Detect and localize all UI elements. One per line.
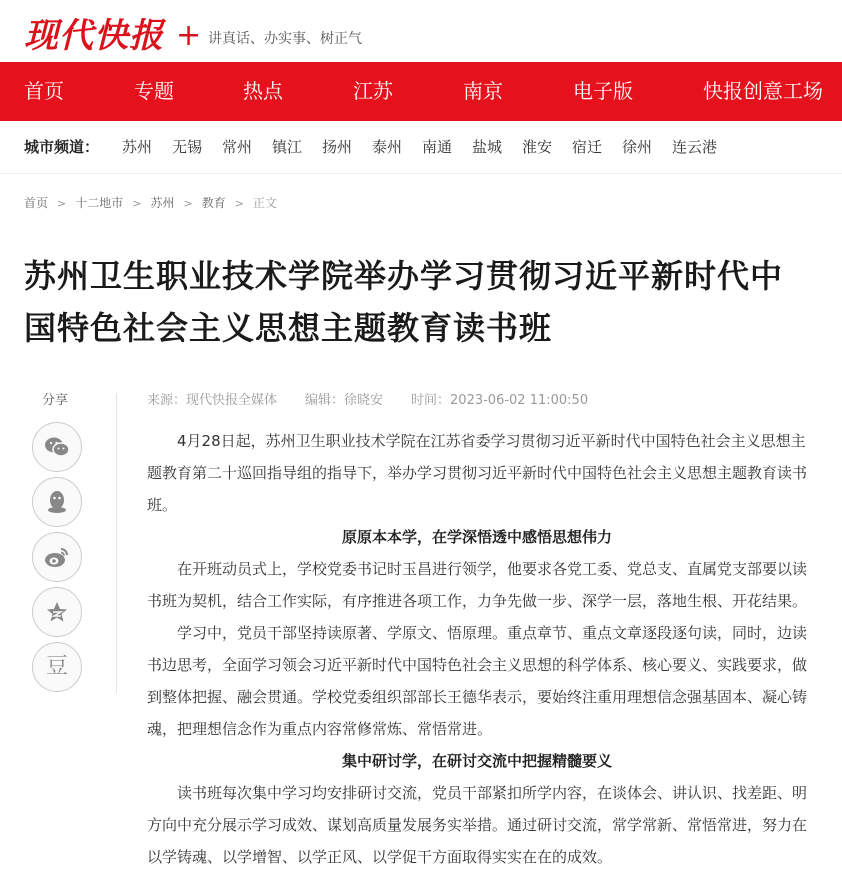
breadcrumb-home[interactable]: 首页	[24, 196, 49, 210]
douban-icon: 豆	[45, 654, 68, 679]
breadcrumb-separator: >	[234, 197, 244, 210]
article-subheading: 原原本本学，在学深悟透中感悟思想伟力	[341, 528, 612, 546]
article-title: 苏州卫生职业技术学院举办学习贯彻习近平新时代中国特色社会主义思想主题教育读书班	[24, 257, 784, 347]
share-douban-button[interactable]	[32, 642, 82, 692]
city-item[interactable]: 苏州	[122, 138, 153, 156]
city-item[interactable]: 盐城	[472, 138, 503, 156]
qzone-icon	[45, 600, 69, 624]
top-header	[0, 0, 842, 62]
share-wechat-button[interactable]	[32, 422, 82, 472]
logo-plus: +	[176, 18, 202, 53]
site-logo[interactable]: 现代快报	[24, 16, 164, 56]
city-channel-bar	[0, 121, 842, 174]
nav-item-creative[interactable]: 快报创意工场	[703, 79, 823, 103]
article-meta	[147, 392, 616, 410]
nav-item-nanjing[interactable]: 南京	[463, 79, 503, 103]
city-item[interactable]: 徐州	[622, 138, 653, 156]
share-label: 分享	[42, 393, 69, 408]
article-subheading: 集中研讨学，在研讨交流中把握精髓要义	[341, 752, 612, 770]
city-item[interactable]: 连云港	[672, 138, 718, 156]
nav-item-topics[interactable]: 专题	[134, 79, 174, 103]
nav-item-epaper[interactable]: 电子版	[573, 79, 633, 103]
share-divider	[116, 393, 117, 693]
breadcrumb-separator: >	[183, 197, 193, 210]
nav-item-home[interactable]: 首页	[24, 79, 64, 103]
city-item[interactable]: 淮安	[522, 138, 553, 156]
city-item[interactable]: 宿迁	[572, 138, 603, 156]
article-time: 时间：2023-06-02 11:00:50	[411, 393, 589, 408]
article-editor: 编辑：徐晓安	[305, 393, 384, 408]
site-slogan: 讲真话、办实事、树正气	[208, 31, 362, 47]
article-source: 来源：现代快报全媒体	[147, 393, 278, 408]
city-item[interactable]: 镇江	[272, 138, 303, 156]
main-nav	[0, 62, 842, 121]
breadcrumb-item[interactable]: 十二地市	[75, 196, 124, 210]
city-item[interactable]: 常州	[222, 138, 253, 156]
share-weibo-button[interactable]	[32, 532, 82, 582]
article-body	[147, 425, 807, 873]
breadcrumb-item[interactable]: 苏州	[150, 196, 175, 210]
breadcrumb-item[interactable]: 教育	[201, 196, 226, 210]
breadcrumb-current: 正文	[252, 196, 277, 210]
city-item[interactable]: 南通	[422, 138, 453, 156]
city-item[interactable]: 泰州	[372, 138, 403, 156]
share-qq-button[interactable]	[32, 477, 82, 527]
article-paragraph: 读书班每次集中学习均安排研讨交流，党员干部紧扣所学内容，在谈体会、讲认识、找差距、明方向中充分展示学习成效、谋划高质量发展务实举措。通过研讨交流，常学常新、常悟常进，努力在以学铸魂、以学增智、以学正风、以学促干方面取得实实在在的成效。	[147, 784, 808, 866]
article-paragraph: 4月28日起，苏州卫生职业技术学院在江苏省委学习贯彻习近平新时代中国特色社会主义思想主题教育第二十巡回指导组的指导下，举办学习贯彻习近平新时代中国特色社会主义思想主题教育读书班。	[147, 432, 808, 514]
city-item[interactable]: 无锡	[172, 138, 203, 156]
breadcrumb	[24, 194, 277, 213]
weibo-icon	[44, 546, 70, 568]
breadcrumb-separator: >	[132, 197, 142, 210]
city-item[interactable]: 扬州	[322, 138, 353, 156]
share-qzone-button[interactable]	[32, 587, 82, 637]
breadcrumb-separator: >	[57, 197, 67, 210]
wechat-icon	[44, 436, 70, 458]
nav-item-hot[interactable]: 热点	[243, 79, 283, 103]
article-paragraph: 在开班动员式上，学校党委书记时玉昌进行领学，他要求各党工委、党总支、直属党支部要以读书班为契机，结合工作实际，有序推进各项工作，力争先做一步、深学一层，落地生根、开花结果。	[147, 560, 808, 610]
nav-item-jiangsu[interactable]: 江苏	[353, 79, 393, 103]
qq-icon	[46, 489, 68, 515]
city-channel-label: 城市频道：	[24, 138, 100, 156]
article-paragraph: 学习中，党员干部坚持读原著、学原文、悟原理。重点章节、重点文章逐段逐句读，同时，边读书边思考，全面学习领会习近平新时代中国特色社会主义思想的科学体系、核心要义、实践要求，做到整体把握、融会贯通。学校党委组织部部长王德华表示，要始终注重用理想信念强基固本、凝心铸魂，把理想信念作为重点内容常修常炼、常悟常进。	[147, 624, 808, 738]
